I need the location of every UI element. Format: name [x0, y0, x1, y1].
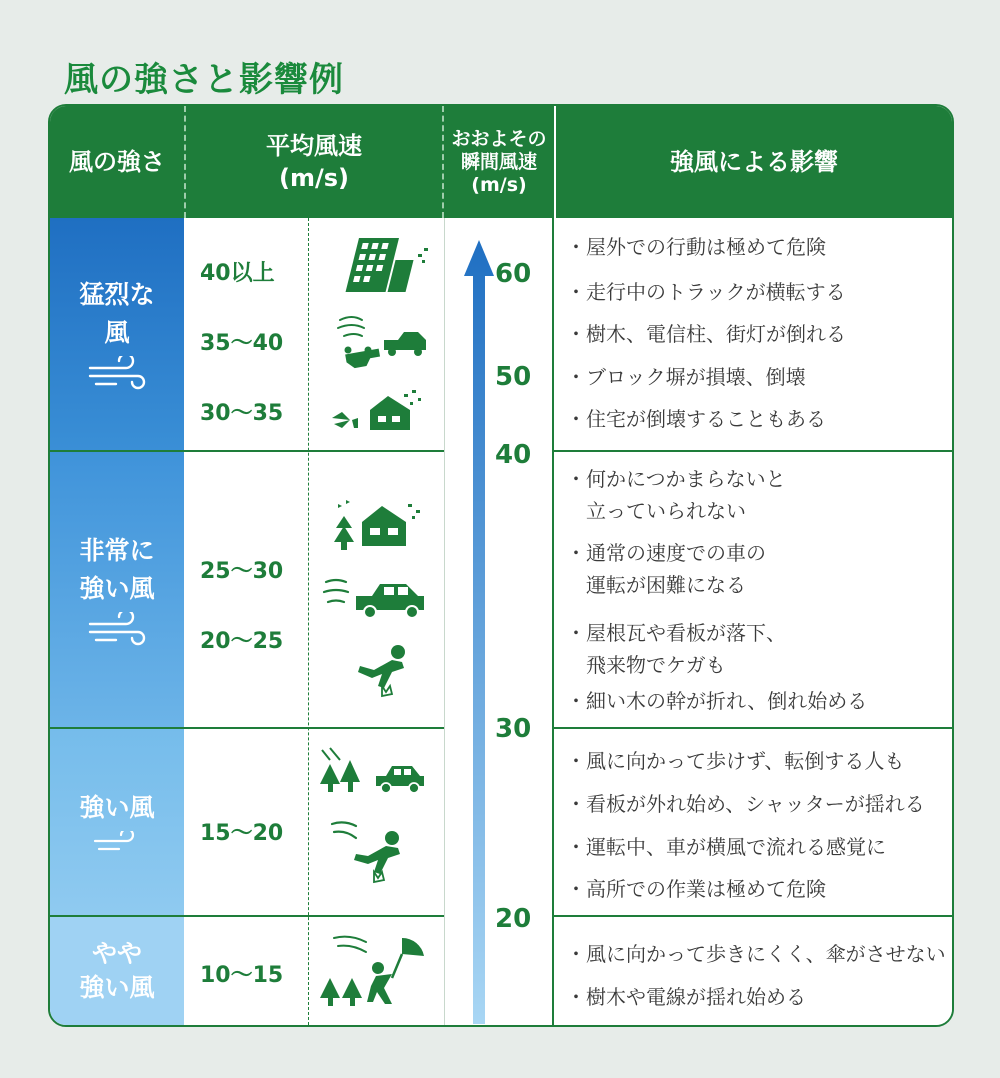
- effect-text: ・住宅が倒壊することもある: [566, 407, 826, 431]
- effect-text: ・屋根瓦や看板が落下、: [566, 621, 786, 645]
- effect-text: ・ブロック塀が損壊、倒壊: [566, 365, 806, 389]
- wind-icon: [91, 831, 143, 855]
- header-effects: [554, 106, 952, 218]
- effect-text: ・高所での作業は極めて危険: [566, 877, 826, 901]
- effect-text: 運転が困難になる: [566, 573, 746, 597]
- speed-column-divider: [308, 218, 309, 1025]
- effect-text: ・看板が外れ始め、シャッターが揺れる: [566, 792, 925, 816]
- house-trees-icon: [332, 496, 430, 552]
- row-divider: [50, 915, 444, 917]
- strength-cell-very-strong: [50, 452, 184, 727]
- effect-text: 飛来物でケガも: [566, 653, 726, 677]
- speed-value: 35〜40: [200, 331, 284, 356]
- gust-tick: 30: [495, 714, 532, 744]
- strength-cell-somewhat-strong: [50, 917, 184, 1025]
- effect-text: ・運転中、車が横風で流れる感覚に: [566, 835, 886, 859]
- effect-text: ・細い木の幹が折れ、倒れ始める: [566, 689, 868, 713]
- speed-value: 10〜15: [200, 963, 284, 988]
- effect-text: ・何かにつかまらないと: [566, 467, 786, 491]
- header-strength-label: 風の強さ: [69, 148, 165, 176]
- row-divider: [554, 915, 952, 917]
- effect-text: ・走行中のトラックが横転する: [566, 280, 846, 304]
- row-divider: [554, 450, 952, 452]
- gust-tick: 60: [495, 259, 532, 289]
- row-divider: [50, 450, 444, 452]
- effect-text: ・樹木や電線が揺れ始める: [566, 985, 806, 1009]
- strength-label: やや: [91, 939, 142, 968]
- gust-tick: 50: [495, 362, 532, 392]
- strength-label: 非常に: [79, 535, 155, 565]
- header-avg-speed: [186, 106, 444, 218]
- page-title: 風の強さと影響例: [64, 60, 344, 100]
- effect-text: ・風に向かって歩きにくく、傘がさせない: [566, 942, 946, 966]
- header-avg-speed-unit: (m/s): [279, 164, 349, 192]
- effect-text: ・通常の速度での車の: [566, 541, 766, 565]
- trees-car-icon: [318, 746, 430, 798]
- header-effects-label: 強風による影響: [670, 148, 838, 176]
- strength-cell-strong: [50, 729, 184, 915]
- person-falling-icon: [346, 642, 418, 698]
- effect-text: ・屋外での行動は極めて危険: [566, 235, 826, 259]
- header-gust: [444, 106, 554, 218]
- strength-label: 猛烈な: [79, 280, 155, 309]
- car-flipping-icon: [334, 312, 430, 372]
- strength-label: 強い風: [79, 573, 155, 603]
- strength-label: 強い風: [79, 793, 155, 822]
- strength-label: 風: [104, 318, 130, 347]
- header-strength: [50, 106, 186, 218]
- person-falling-wind-icon: [330, 816, 422, 888]
- strength-cell-violent: [50, 218, 184, 450]
- building-blowing-icon: [338, 234, 430, 296]
- effect-text: 立っていられない: [566, 499, 746, 523]
- speed-value: 30〜35: [200, 401, 284, 426]
- speed-value: 25〜30: [200, 559, 284, 584]
- effect-text: ・風に向かって歩けず、転倒する人も: [566, 749, 905, 773]
- car-wind-icon: [322, 570, 430, 622]
- wind-icon: [86, 612, 148, 648]
- speed-value: 15〜20: [200, 821, 284, 846]
- speed-value: 40以上: [200, 261, 275, 286]
- header-gust-line1: おおよその: [451, 127, 547, 150]
- header-avg-speed-label: 平均風速: [266, 132, 362, 160]
- row-divider: [554, 727, 952, 729]
- header-gust-line2: 瞬間風速: [460, 150, 537, 173]
- header-gust-unit: (m/s): [471, 173, 527, 196]
- gust-tick: 20: [495, 904, 532, 934]
- speed-value: 20〜25: [200, 629, 284, 654]
- strength-label: 強い風: [79, 973, 155, 1002]
- wind-icon: [86, 356, 148, 392]
- wind-table: [48, 104, 954, 1027]
- effect-text: ・樹木、電信柱、街灯が倒れる: [566, 322, 846, 346]
- person-umbrella-icon: [318, 932, 430, 1008]
- row-divider: [50, 727, 444, 729]
- gust-tick: 40: [495, 440, 532, 470]
- house-roof-damage-icon: [330, 388, 430, 436]
